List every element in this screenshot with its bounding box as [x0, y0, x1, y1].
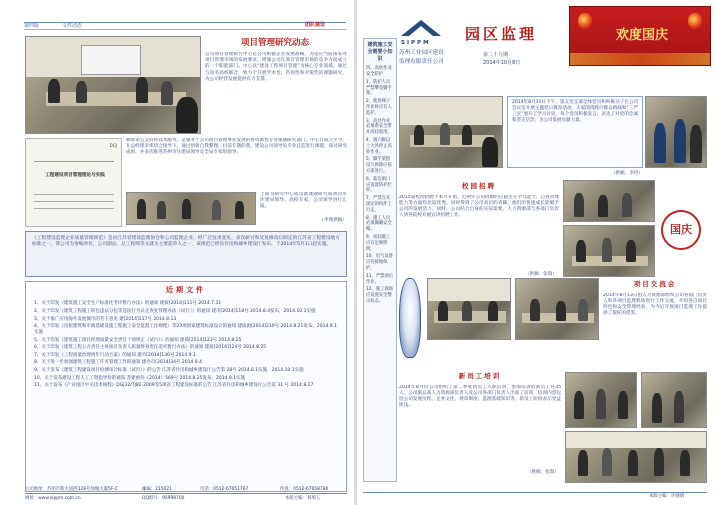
- article1-body: 公司项目管理研究中心是公司根据企业发展战略，为适应当前国家对项目管理市场的发展要求，增强公司在项目管理市场的竞争力而成立的一个职能部门。中心以“建设工程项目管理”为核心专业领域，通过与知名高校联合，致力于开展学术性、咨询性和对策性的课题研究，为公司经营发展提供有力支撑。: [205, 52, 347, 82]
- left-footer-rule: [25, 493, 347, 494]
- footer-website[interactable]: 网址：www.sippm.com.cn: [25, 496, 81, 501]
- footer-editor-right: 本版主编：许晓婧: [649, 494, 685, 499]
- safety-tips-column: [363, 38, 397, 482]
- new-staff-credit: （供稿：张瑞）: [526, 470, 559, 475]
- issue-label: 第四版: [24, 23, 40, 29]
- national-day-stamp: [661, 210, 701, 250]
- new-staff-title: 新员工培训: [458, 372, 502, 380]
- recent-documents-title: 近期文件: [166, 286, 206, 294]
- header-badge: 团队建设: [305, 22, 326, 28]
- company-logo-icon: [399, 18, 443, 38]
- party-group-photo: [645, 96, 707, 168]
- article1-title: 项目管理研究动态: [240, 38, 309, 48]
- newsletter-title: 园区监理: [465, 25, 538, 43]
- footer-postcode: 邮编：215021: [142, 487, 172, 492]
- right-page: [357, 0, 715, 505]
- article1-body3: 上面为研究中心成员就课题研究成果向市住建局领导、高校专家、公司领导进行汇报。: [260, 192, 347, 210]
- footer-editor-left: 本版主编：刘瑞玉: [285, 496, 321, 501]
- notice-body: 《工程建设监理企业质量管理规范》是由江苏省建设监理协会和公司监理企业，经广泛征求意见、多次研讨和反复修改后制定的江苏省工程建设地方标准之一，我公司为参编单位，公司副总、总工程师等文就为主要起草人之一，该规范已经省住房和城乡建设厅发布，于2014年5月1日起实施。: [32, 236, 340, 248]
- recent-document-item[interactable]: 1、关于印发《建筑施工安全生产标准化考评暂行办法》的通知 建质[2014]111号 2014.7.31: [34, 301, 222, 307]
- footer-qq: QQ群号：95998700: [142, 496, 185, 501]
- safety-tip: 5、脚手架搭设与拆除应按方案进行。: [366, 157, 392, 174]
- party-article-box: [507, 96, 643, 168]
- document-cover: [25, 138, 122, 227]
- safety-tip: 1、防护人员严禁攀登脚手架。: [366, 79, 392, 97]
- issue-number: 第二十九期: [483, 52, 509, 58]
- footer-fax: 传真：0512-67658780: [280, 487, 329, 492]
- recent-document-item[interactable]: 3、关于推广应用海外发展城市的若干意见 建[2014]117号 2014.8.13: [34, 316, 177, 322]
- campus-recruit-credit: （供稿：张瑞）: [524, 272, 557, 277]
- safety-tip: 9、夜间施工应有足够照明。: [366, 234, 391, 252]
- issue-date: 2014年10月8日: [483, 60, 521, 66]
- recruit-photo-1: [563, 180, 655, 222]
- footer-phone: 电话：0512-67651767: [200, 487, 249, 492]
- party-article-credit: （供稿：李进）: [610, 171, 643, 176]
- new-staff-section: [399, 372, 561, 482]
- stamp-text: 国庆: [670, 223, 692, 236]
- recent-documents-box: [25, 281, 347, 492]
- porcelain-vase-icon: [399, 278, 421, 358]
- meeting-photo: [25, 36, 201, 134]
- training-photo-1: [565, 372, 637, 428]
- safety-tip: 12、施工现场应设置安全警示标志。: [366, 287, 393, 304]
- recent-document-item[interactable]: 4、关于印发《房屋建筑和市政基础设施工程施工安全监督工作规程》等23项国家建筑标准设计的通知 建质函[2014]210号 2014.8.21发布，2014.9.1实施: [34, 324, 337, 336]
- safety-tip: 10、电气设备应有接地保护。: [366, 254, 393, 271]
- training-photo-2: [641, 372, 707, 428]
- safety-tip: 四、高处作业安全防护: [366, 66, 392, 78]
- party-meeting-photo: [399, 96, 503, 168]
- company-name-line1: 苏州工业园区建设: [399, 50, 444, 56]
- campus-recruit-section: [399, 180, 559, 270]
- lantern-icon: [688, 13, 702, 29]
- article1-body2: 赖承诺公支持和技术服务，是服务于公司项目管理事业发展的协资源性专业课题研究部门，中心自成立至今，在总经理亲率切合指导下，通过创新自我整理，目前专题的我，建设公司领导负专业总监进行课题，探讨研究成果，并多次推进苏州市住建局领导及全局专家组领导。: [126, 138, 347, 156]
- recent-document-item[interactable]: 10、关于发布建设工程人工工资指导价的通知 苏建函价（2014）569号 2014.8.25发布，2014.9.1实施: [34, 375, 246, 381]
- safety-tip: 2、使用梯子作业时应有人监护。: [366, 99, 392, 116]
- left-page: [0, 0, 354, 505]
- exchange-section: [603, 280, 707, 352]
- campus-recruit-title: 校园招聘: [462, 182, 496, 190]
- recruit-photo-2: [563, 225, 655, 277]
- lantern-icon: [578, 13, 592, 29]
- national-day-banner: [569, 6, 711, 66]
- safety-tip: 7、严禁在未固定的构件上行走。: [366, 196, 392, 213]
- company-name-line2: 监理有限责任公司: [399, 59, 444, 65]
- recent-documents-list: [34, 301, 338, 389]
- recent-document-item[interactable]: 5、关于印发《建筑施工项目经理质量安全责任十项规定（试行）》的通知 建质[2014]123号 2014.8.25: [34, 337, 242, 343]
- recent-document-item[interactable]: 11、关于发布《产业园区中关技术规程》DGJ32/TJ82-2009等5项省工程建设标准的公告 江苏省住房和城乡建设厅公告第 31 号 2014.8.27: [34, 383, 314, 389]
- doc-sub: DGJ: [109, 143, 117, 148]
- safety-tip: 4、遇六级以上大风停止高处作业。: [366, 138, 392, 155]
- doc-caption: 工程建设项目管理理论与实践: [45, 173, 105, 178]
- recent-document-item[interactable]: 8、关于进一步加强建筑工程施工许可管理工作的通知 建办市[2014]34号 2014.9.4: [34, 360, 202, 366]
- training-photo-3: [565, 431, 707, 483]
- recent-document-item[interactable]: 2、关于印发《建筑工程施工转包违法分包等违法行为认定查处管理办法（试行）》的通知 建市[2014]118号 2014.8.4发布，2014.10.1实施: [34, 309, 316, 314]
- footer-address: 公司地址：苏州市新大道西128号加城大厦5F-C: [25, 487, 118, 492]
- safety-tip: 6、临边洞口应设置防护栏杆。: [366, 176, 392, 194]
- section-label: 文件动态: [62, 23, 83, 29]
- safety-tips-title: 建筑施工安全需要小知识: [367, 42, 393, 62]
- banner-text: 欢度国庆: [615, 28, 668, 43]
- recent-document-item[interactable]: 9、关于发布《建筑工程建设项目检测审计标准（试行）》的公告 江苏省住房和城乡建设厅公告第 28号 2014.8.1实施，2014.10.1实施: [34, 368, 304, 373]
- left-header: [24, 22, 346, 30]
- safety-tip: 3、高处作业必须系安全带并高挂低用。: [366, 118, 392, 136]
- recent-document-item[interactable]: 7、关于印发《工程质量治理两年行动方案》的通知 建市[2014]130号 2014.9.1: [34, 352, 196, 358]
- safety-tip: 11、严禁酒后作业。: [366, 273, 393, 285]
- new-staff-body: 2014年8月份公司组织了第二季度新员工入职培训，参加培训的新员工共35人，公司副总裁人力资源部负责人及公司各部门负责人出席了培训，培训内容包括公司发展历程、企业文化、规章制度、监理基础知识等，新员工纷纷表示受益匪浅。: [399, 384, 561, 409]
- exchange-photo-2: [515, 278, 599, 340]
- exchange-title: 项目交流会: [633, 280, 677, 288]
- article1-credit: （李燕供稿）: [319, 218, 347, 223]
- report-photo: [126, 192, 256, 225]
- exchange-photo-1: [427, 278, 511, 340]
- party-article-body: 2014年8月11日下午，第五党支部全体党员和积极分子在公司会议室开展主题党日教育活动，大家围绕践行群众路线和“三严三实”展开了学习讨论，每个党员积极发言，表达了对党的忠诚和坚定信念，为公司发展贡献力量。: [512, 100, 638, 124]
- safety-tip: 8、施工人员必须佩戴安全帽。: [366, 215, 392, 233]
- recent-document-item[interactable]: 6、关于印发《建筑工程五方责任主体项目负责人质量终身责任追究暂行办法》的通知 建质[2014]124号 2014.8.25: [34, 345, 267, 351]
- right-footer-rule: [363, 492, 707, 493]
- campus-recruit-body: 2015届校园招聘于本月开始，近两年公司招聘的应届生在学习能力、自我管理能力等方面均比较优秀，同时得到了公司高层的青睐，他们的快速成长能赋予公司的发展活力，同时，公司结合自身的实际需要，人力资源部与各部门负责人到各院校开展宣讲招聘工作。: [399, 194, 559, 219]
- exchange-body: 2014年8月13日由人力资源部组织公司各部门负责人和各项目监理机构进行工作交流，介绍各自项目特色和安全管理经验，为今后开展项目监理工作提供了很好的借鉴。: [603, 292, 707, 317]
- standard-notice-box: [25, 231, 347, 277]
- logo-letters: SIPPM: [401, 40, 431, 46]
